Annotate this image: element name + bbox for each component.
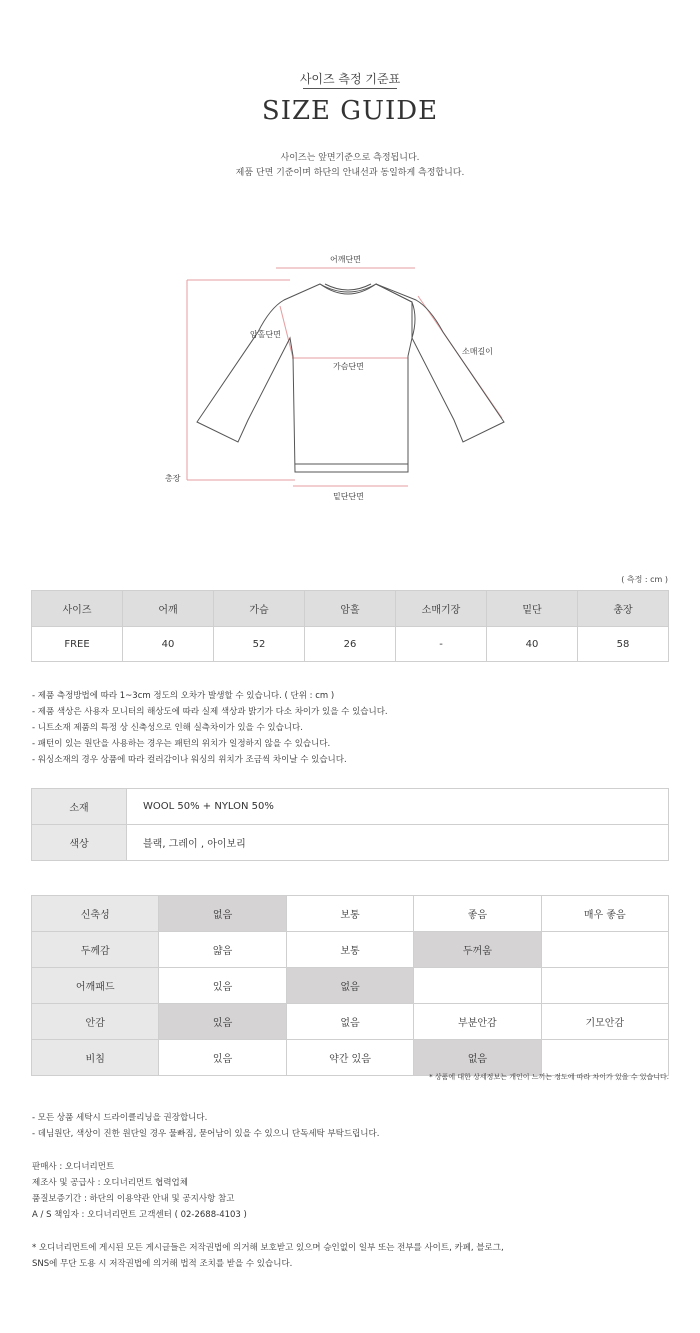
- table-cell: 58: [578, 627, 669, 662]
- table-cell: FREE: [32, 627, 123, 662]
- table-row: [32, 627, 669, 662]
- subtitle-underline: [303, 88, 397, 89]
- table-row: [32, 968, 669, 1004]
- feature-cell: 없음: [286, 1004, 413, 1040]
- feature-cell: 없음: [414, 1040, 541, 1076]
- feature-label: 비침: [32, 1040, 159, 1076]
- header-cell: 총장: [578, 591, 669, 627]
- measurement-notes: [32, 688, 388, 768]
- label-hem: 밑단단면: [333, 492, 364, 501]
- feature-cell: 보통: [286, 932, 413, 968]
- feature-cell: 있음: [159, 968, 286, 1004]
- feature-cell: 보통: [286, 896, 413, 932]
- feature-cell: 약간 있음: [286, 1040, 413, 1076]
- feature-table: [31, 895, 669, 1076]
- note-item: - 패턴이 있는 원단을 사용하는 경우는 패턴의 위치가 일정하지 않을 수 있습니다.: [32, 739, 331, 749]
- page-title: SIZE GUIDE: [261, 96, 439, 126]
- feature-cell: 없음: [159, 896, 286, 932]
- size-table: [31, 590, 669, 662]
- table-cell: 40: [123, 627, 214, 662]
- description-line-2: 제품 단면 기준이며 하단의 안내선과 동일하게 측정합니다.: [235, 168, 465, 178]
- header-cell: 소매기장: [396, 591, 487, 627]
- feature-cell: 좋음: [414, 896, 541, 932]
- label-length: 총장: [165, 474, 181, 483]
- size-table-header: [32, 591, 669, 627]
- seller-line: 판매사 : 오디너리먼트: [32, 1162, 115, 1172]
- color-value: 블랙, 그레이 , 아이보리: [127, 825, 669, 861]
- seller-line: 제조사 및 공급사 : 오디너리먼트 협력업체: [32, 1178, 188, 1188]
- feature-cell: 매우 좋음: [541, 896, 668, 932]
- label-shoulder: 어깨단면: [330, 255, 361, 264]
- page-subtitle: 사이즈 측정 기준표: [299, 72, 401, 86]
- note-item: - 제품 색상은 사용자 모니터의 해상도에 따라 실제 색상과 밝기가 다소 차이가 있을 수 있습니다.: [32, 707, 388, 717]
- feature-cell: [541, 1040, 668, 1076]
- table-row: [32, 896, 669, 932]
- note-item: - 니트소재 제품의 특정 상 신축성으로 인해 실측차이가 있을 수 있습니다.: [32, 723, 303, 733]
- feature-cell: 부분안감: [414, 1004, 541, 1040]
- feature-label: 신축성: [32, 896, 159, 932]
- material-table: [31, 788, 669, 861]
- seller-line: A / S 책임자 : 오디너리먼트 고객센터 ( 02-2688-4103 ): [32, 1210, 247, 1220]
- material-label: 소재: [32, 789, 127, 825]
- sweater-illustration: [150, 248, 550, 508]
- feature-note: * 상품에 대한 상세정보는 개인이 느끼는 정도에 따라 차이가 있을 수 있습니다.: [429, 1073, 669, 1081]
- copyright-line: SNS에 무단 도용 시 저작권법에 의거해 법적 조치를 받을 수 있습니다.: [32, 1259, 293, 1269]
- armhole-guide-line: [280, 306, 293, 358]
- table-cell: -: [396, 627, 487, 662]
- note-item: - 제품 측정방법에 따라 1~3cm 정도의 오차가 발생할 수 있습니다. ( 단위 : cm ): [32, 691, 335, 701]
- feature-label: 어깨패드: [32, 968, 159, 1004]
- header-cell: 암홀: [305, 591, 396, 627]
- feature-cell: [414, 968, 541, 1004]
- feature-label: 두께감: [32, 932, 159, 968]
- care-instructions: [32, 1110, 379, 1142]
- header-cell: 가슴: [214, 591, 305, 627]
- header-cell: 밑단: [487, 591, 578, 627]
- header-cell: 어깨: [123, 591, 214, 627]
- header-cell: 사이즈: [32, 591, 123, 627]
- table-cell: 26: [305, 627, 396, 662]
- seller-info: [32, 1159, 247, 1223]
- note-item: - 워싱소재의 경우 상품에 따라 컬러감이나 워싱의 위치가 조금씩 차이날 수 있습니다.: [32, 755, 347, 765]
- garment-diagram: [150, 248, 550, 508]
- table-row: [32, 789, 669, 825]
- feature-label: 안감: [32, 1004, 159, 1040]
- table-row: [32, 1040, 669, 1076]
- seller-line: 품질보증기간 : 하단의 이용약관 안내 및 공지사항 참고: [32, 1194, 235, 1204]
- feature-cell: 있음: [159, 1040, 286, 1076]
- table-cell: 52: [214, 627, 305, 662]
- care-item: - 데님원단, 색상이 진한 원단일 경우 물빠짐, 묻어남이 있을 수 있으니 단독세탁 부탁드립니다.: [32, 1129, 380, 1139]
- feature-cell: 얇음: [159, 932, 286, 968]
- table-row: [32, 825, 669, 861]
- label-armhole: 암홀단면: [250, 330, 281, 339]
- copyright-line: * 오디너리먼트에 게시된 모든 게시글들은 저작권법에 의거해 보호받고 있으며 승인없이 일부 또는 전부를 사이트, 카페, 블로그,: [32, 1243, 504, 1253]
- feature-cell: 있음: [159, 1004, 286, 1040]
- feature-cell: 기모안감: [541, 1004, 668, 1040]
- label-chest: 가슴단면: [333, 362, 364, 371]
- care-item: - 모든 상품 세탁시 드라이클리닝을 권장합니다.: [32, 1113, 208, 1123]
- feature-cell: [541, 968, 668, 1004]
- table-row: [32, 1004, 669, 1040]
- copyright-notice: [32, 1240, 504, 1272]
- description-line-1: 사이즈는 앞면기준으로 측정됩니다.: [280, 153, 420, 163]
- material-value: WOOL 50% + NYLON 50%: [127, 789, 669, 825]
- feature-cell: 없음: [286, 968, 413, 1004]
- feature-cell: 두꺼움: [414, 932, 541, 968]
- measurement-unit: ( 측정 : cm ): [621, 575, 668, 584]
- color-label: 색상: [32, 825, 127, 861]
- feature-cell: [541, 932, 668, 968]
- table-row: [32, 932, 669, 968]
- table-cell: 40: [487, 627, 578, 662]
- label-sleeve: 소매길이: [462, 347, 493, 356]
